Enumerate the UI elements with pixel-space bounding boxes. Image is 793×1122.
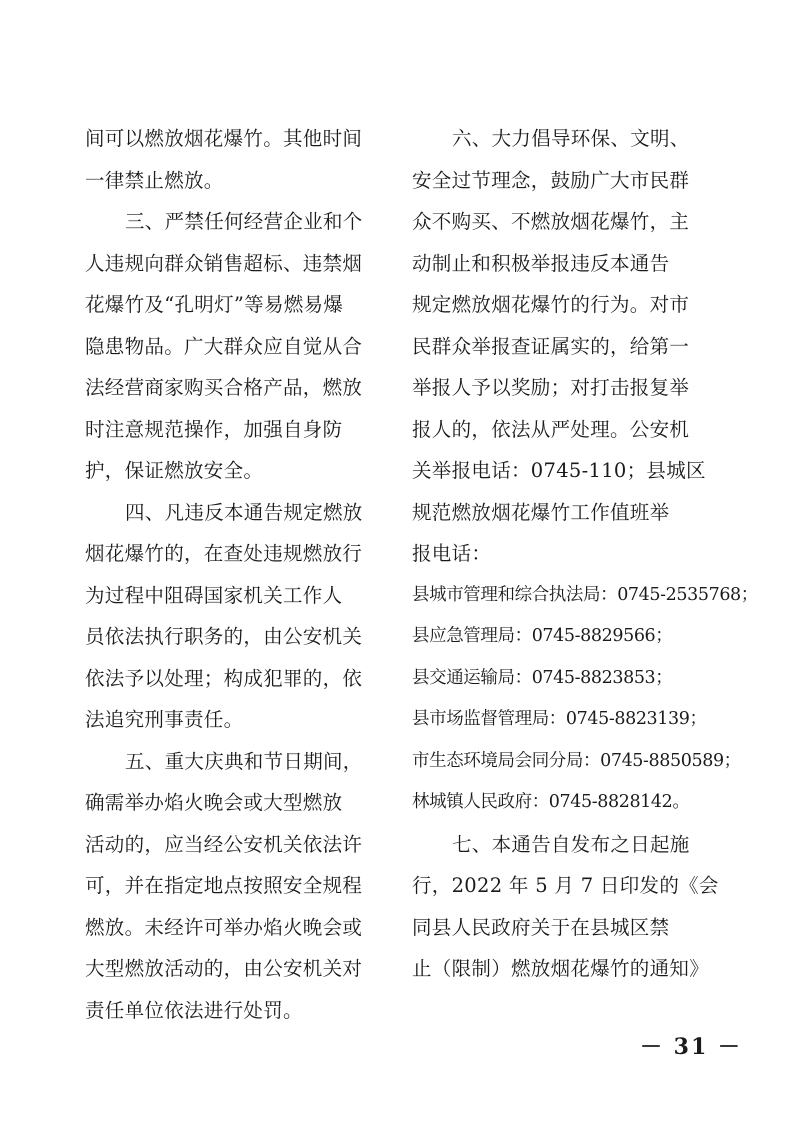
- text-line: 关举报电话：0745-110；县城区: [412, 459, 706, 482]
- text-line: 动制止和积极举报违反本通告: [412, 251, 670, 275]
- text-line: 举报人予以奖励；对打击报复举: [412, 376, 690, 399]
- left-text-column: [85, 118, 381, 1031]
- text-line: 烟花爆竹的，在查处违规燃放行: [85, 542, 363, 565]
- hotline-entry: 县应急管理局：0745-8829566；: [412, 626, 673, 646]
- paragraph-start-line: 三、严禁任何经营企业和个: [125, 210, 363, 233]
- text-line: 报电话：: [412, 542, 492, 565]
- text-line: 一律禁止燃放。: [85, 168, 224, 192]
- text-line: 花爆竹及“孔明灯”等易燃易爆: [85, 293, 344, 316]
- text-line: 法经营商家购买合格产品，燃放: [85, 376, 363, 399]
- text-line: 人违规向群众销售超标、违禁烟: [85, 251, 363, 275]
- text-line: 隐患物品。广大群众应自觉从合: [85, 334, 363, 358]
- text-line: 时注意规范操作，加强自身防: [85, 417, 343, 441]
- paragraph-start-line: 六、大力倡导环保、文明、: [452, 127, 690, 150]
- text-line: 可，并在指定地点按照安全规程: [85, 874, 363, 897]
- text-line: 依法予以处理；构成犯罪的，依: [85, 666, 363, 690]
- text-line: 燃放。未经许可举办焰火晚会或: [85, 915, 363, 939]
- hotline-entry: 县市场监督管理局：0745-8823139；: [412, 709, 707, 729]
- paragraph-start-line: 五、重大庆典和节日期间，: [125, 749, 363, 773]
- text-line: 活动的，应当经公安机关依法许: [85, 832, 363, 856]
- text-line: 报人的，依法从严处理。公安机: [412, 417, 690, 441]
- hotline-entry: 林城镇人民政府：0745-8828142。: [412, 792, 690, 812]
- paragraph-start-line: 七、本通告自发布之日起施: [452, 832, 690, 856]
- text-line: 民群众举报查证属实的，给第一: [412, 334, 690, 358]
- page-number: － 31 －: [640, 1034, 742, 1060]
- text-line: 规定燃放烟花爆竹的行为。对市: [412, 293, 690, 316]
- hotline-entry: 市生态环境局会同分局：0745-8850589；: [412, 750, 741, 771]
- text-line: 法追究刑事责任。: [85, 708, 244, 731]
- text-line: 大型燃放活动的，由公安机关对: [85, 957, 363, 980]
- text-line: 规范燃放烟花爆竹工作值班举: [412, 500, 670, 524]
- text-line: 确需举办焰火晚会或大型燃放: [85, 791, 343, 814]
- text-line: 护，保证燃放安全。: [85, 459, 264, 482]
- text-line: 责任单位依法进行处罚。: [85, 998, 303, 1022]
- text-line: 员依法执行职务的，由公安机关: [85, 625, 363, 648]
- hotline-entry: 县城市管理和综合执法局：0745-2535768；: [412, 584, 758, 605]
- paragraph-start-line: 四、凡违反本通告规定燃放: [125, 500, 363, 524]
- text-line: 止（限制）燃放烟花爆竹的通知》: [412, 957, 710, 980]
- text-line: 众不购买、不燃放烟花爆竹，主: [412, 210, 690, 233]
- text-line: 行，2022 年 5 月 7 日印发的《会: [412, 874, 719, 897]
- hotline-entry: 县交通运输局：0745-8823853；: [412, 667, 673, 688]
- text-line: 为过程中阻碍国家机关工作人: [85, 583, 343, 607]
- right-text-column: [412, 118, 758, 990]
- text-line: 间可以燃放烟花爆竹。其他时间: [85, 127, 363, 150]
- text-line: 安全过节理念，鼓励广大市民群: [412, 168, 690, 192]
- text-line: 同县人民政府关于在县城区禁: [412, 915, 670, 939]
